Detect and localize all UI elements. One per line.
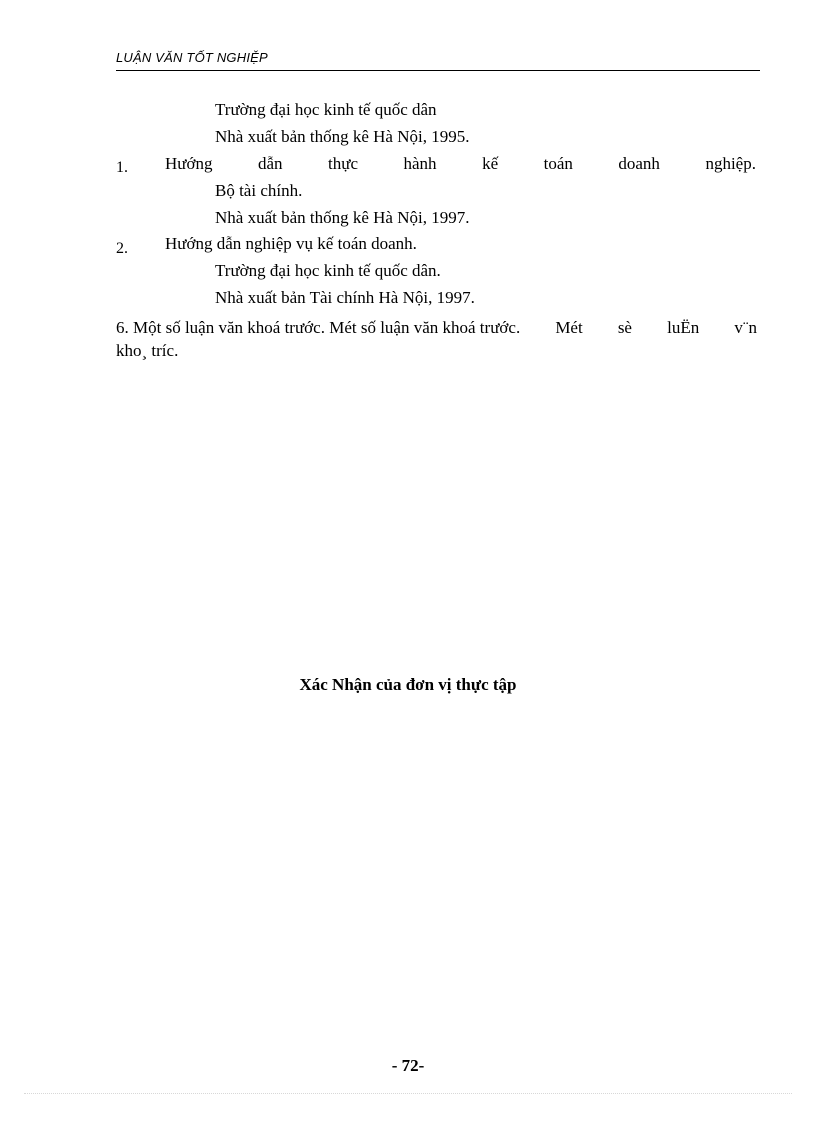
reference-number: 2.: [116, 240, 128, 257]
reference-title-justified: [165, 155, 756, 172]
paragraph-text: sè: [617, 318, 632, 337]
paragraph-row: kho¸ tríc.: [116, 341, 179, 360]
paragraph-row: [116, 316, 757, 339]
title-word: doanh: [618, 154, 660, 173]
reference-line: Nhà xuất bản thống kê Hà Nội, 1997.: [215, 208, 470, 227]
page-header: [116, 50, 760, 71]
title-word: thực: [328, 154, 359, 173]
page-bottom-divider: [24, 1093, 792, 1094]
paragraph-text: v¨n: [734, 318, 757, 337]
reference-line: Nhà xuất bản Tài chính Hà Nội, 1997.: [215, 288, 475, 307]
reference-line: Nhà xuất bản thống kê Hà Nội, 1995.: [215, 127, 470, 146]
paragraph-text: luËn: [667, 318, 700, 337]
reference-line: Trường đại học kinh tế quốc dân.: [215, 261, 441, 280]
reference-line: Trường đại học kinh tế quốc dân: [215, 100, 437, 119]
confirmation-title: Xác Nhận của đơn vị thực tập: [299, 675, 517, 694]
reference-line: Bộ tài chính.: [215, 181, 303, 200]
header-title: LUẬN VĂN TỐT NGHIỆP: [116, 50, 268, 65]
title-word: nghiệp.: [705, 154, 756, 173]
title-word: toán: [543, 154, 573, 173]
title-word: hành: [403, 154, 437, 173]
reference-paragraph-6: [116, 316, 757, 362]
title-word: kế: [482, 154, 499, 173]
page-number: - 72-: [391, 1056, 425, 1075]
title-word: Hướng: [165, 154, 213, 173]
reference-title: Hướng dẫn nghiệp vụ kế toán doanh.: [165, 234, 417, 253]
paragraph-text: 6. Một số luận văn khoá trước. Mét số luận văn khoá trước.: [116, 318, 521, 337]
title-word: dẫn: [257, 154, 283, 173]
paragraph-text: Mét: [555, 318, 583, 337]
reference-number: 1.: [116, 159, 128, 176]
